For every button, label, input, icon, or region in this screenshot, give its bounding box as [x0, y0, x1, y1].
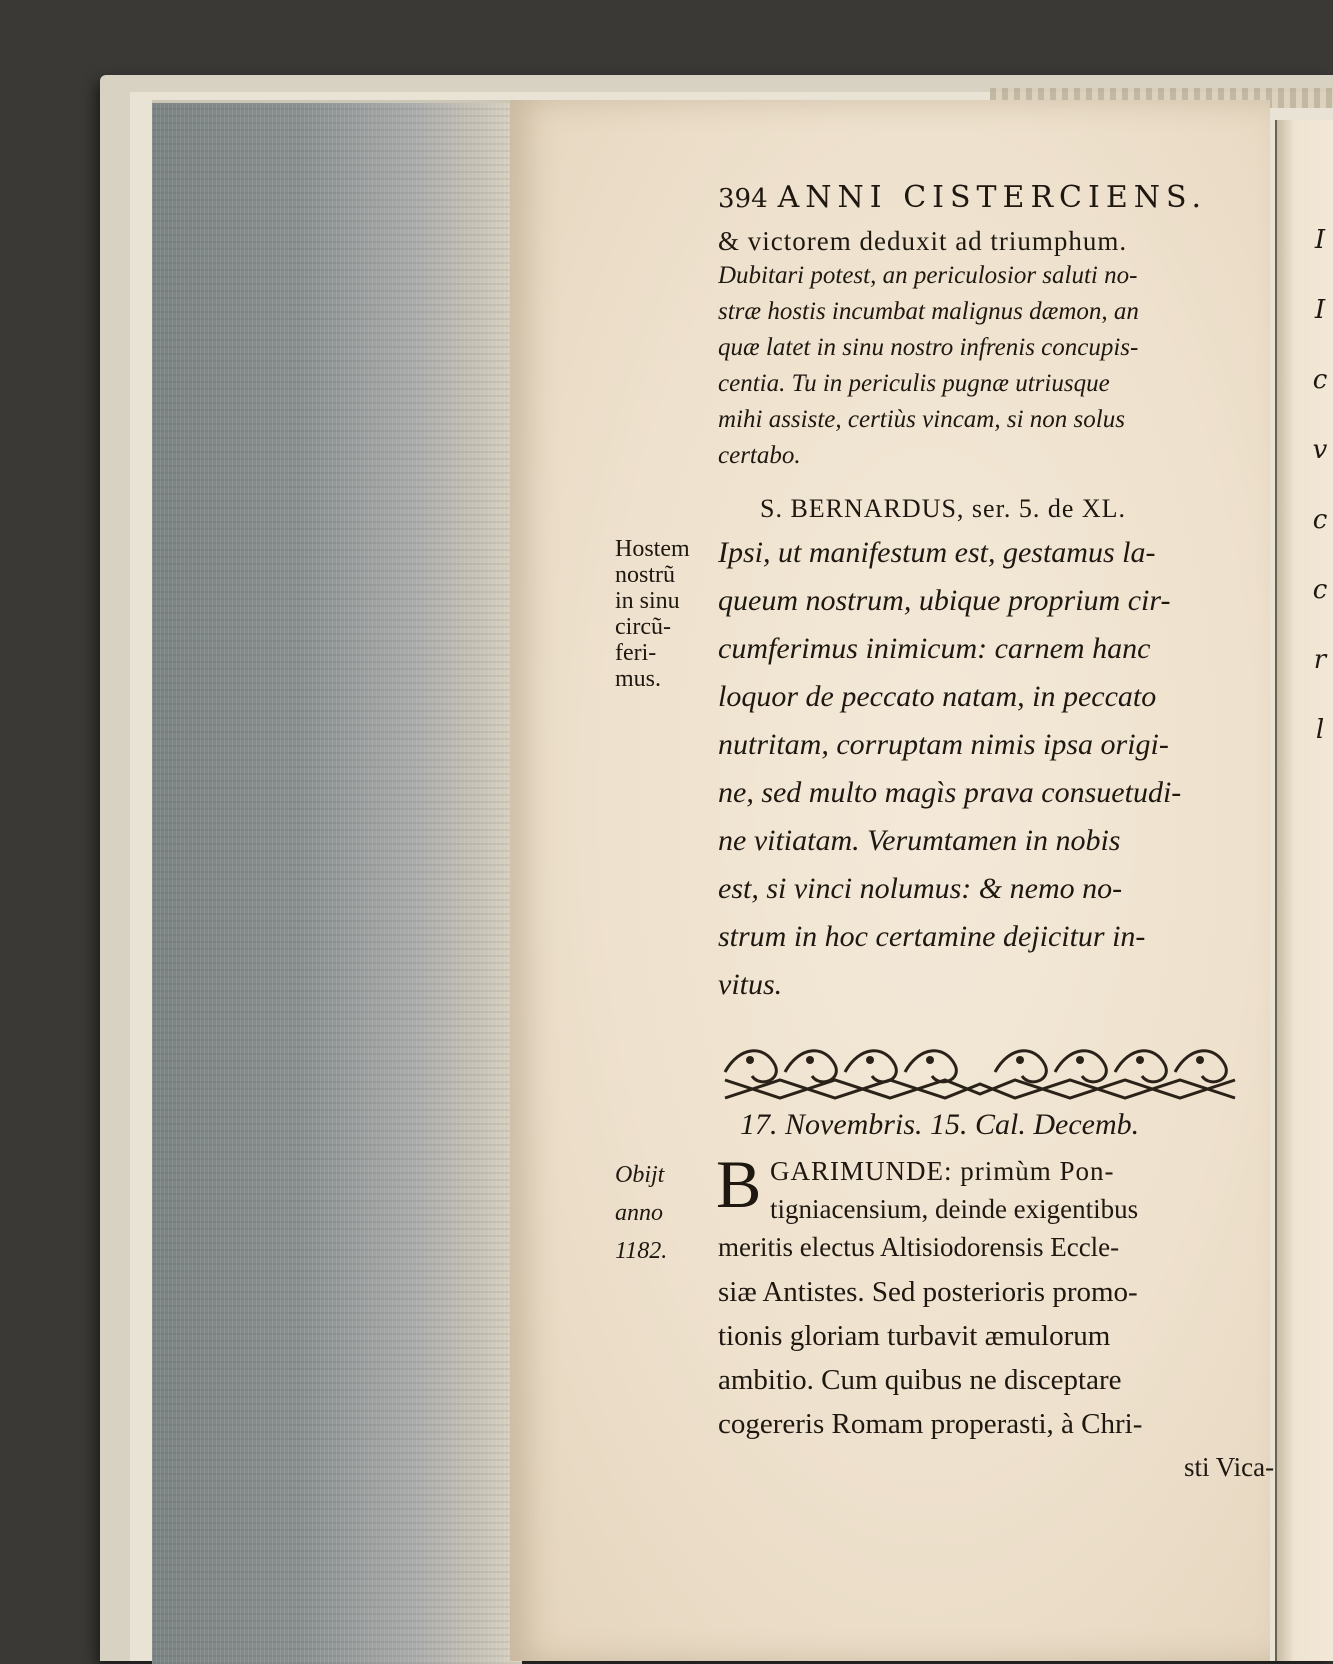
text-line: tigniacensium, deinde exigentibus — [770, 1194, 1139, 1224]
facing-letter: c — [1312, 575, 1328, 605]
facing-letter: r — [1313, 645, 1327, 675]
text-line: & victorem deduxit ad triumphum. — [718, 226, 1128, 256]
text-line: meritis electus Altisiodorensis Eccle- — [718, 1232, 1120, 1262]
text-line: queum nostrum, ubique proprium cir- — [718, 584, 1171, 617]
facing-letter: c — [1312, 365, 1328, 395]
text-line: Ipsi, ut manifestum est, gestamus la- — [718, 536, 1156, 569]
text-line: ne vitiatam. Verumtamen in nobis — [718, 824, 1121, 857]
marginal-note-line: circũ- — [615, 614, 671, 640]
text-line: certabo. — [718, 442, 801, 469]
text-line: est, si vinci nolumus: & nemo no- — [718, 872, 1123, 905]
text-line: GARIMUNDE: primùm Pon- — [770, 1156, 1115, 1186]
text-line: loquor de peccato natam, in peccato — [718, 680, 1157, 713]
text-line: mihi assiste, certiùs vincam, si non solus — [718, 406, 1125, 433]
facing-letter: I — [1314, 225, 1326, 255]
text-line: centia. Tu in periculis pugnæ utriusque — [718, 370, 1110, 397]
text-line: cogereris Romam properasti, à Chri- — [718, 1408, 1143, 1440]
page-edges — [152, 100, 522, 1664]
marginal-note-line: 1182. — [615, 1238, 668, 1264]
facing-letter: c — [1312, 505, 1328, 535]
text-line: strum in hoc certamine dejicitur in- — [718, 920, 1146, 953]
marginal-note — [615, 536, 690, 692]
page-number: 394 — [718, 184, 768, 214]
facing-letter: I — [1314, 295, 1326, 325]
attribution-line: S. BERNARDUS, ser. 5. de XL. — [760, 494, 1127, 523]
text-line: Dubitari potest, an periculosior saluti no- — [718, 262, 1138, 289]
date-heading: 17. Novembris. 15. Cal. Decemb. — [740, 1108, 1140, 1141]
catchword: sti Vica- — [1184, 1452, 1275, 1482]
running-title: ANNI CISTERCIENS. — [777, 180, 1208, 215]
marginal-note-line: feri- — [615, 640, 657, 666]
text-line: cumferimus inimicum: carnem hanc — [718, 632, 1151, 665]
running-head — [718, 180, 1233, 215]
marginal-note-line: Obijt — [615, 1162, 665, 1188]
text-line: stræ hostis incumbat malignus dæmon, an — [718, 298, 1139, 325]
marginal-note — [615, 1156, 667, 1270]
marginal-note-line: Hostem — [615, 536, 690, 562]
text-line: quæ latet in sinu nostro infrenis concupis- — [718, 334, 1139, 361]
marginal-note-line: mus. — [615, 666, 662, 692]
facing-page-letters — [1310, 225, 1330, 745]
text-line: tionis gloriam turbavit æmulorum — [718, 1320, 1111, 1352]
marginal-note-line: nostrũ — [615, 562, 675, 588]
text-line: ambitio. Cum quibus ne disceptare — [718, 1364, 1122, 1396]
marginal-note-line: in sinu — [615, 588, 680, 614]
text-line: nutritam, corruptam nimis ipsa origi- — [718, 728, 1169, 761]
drop-cap: B — [716, 1146, 762, 1222]
text-line: siæ Antistes. Sed posterioris promo- — [718, 1276, 1138, 1308]
facing-letter: v — [1312, 435, 1328, 465]
text-line: vitus. — [718, 968, 783, 1001]
marginal-note-line: anno — [615, 1200, 663, 1226]
facing-letter: l — [1315, 715, 1325, 745]
ornament-band — [720, 1040, 1238, 1104]
text-line: ne, sed multo magìs prava consuetudi- — [718, 776, 1182, 809]
